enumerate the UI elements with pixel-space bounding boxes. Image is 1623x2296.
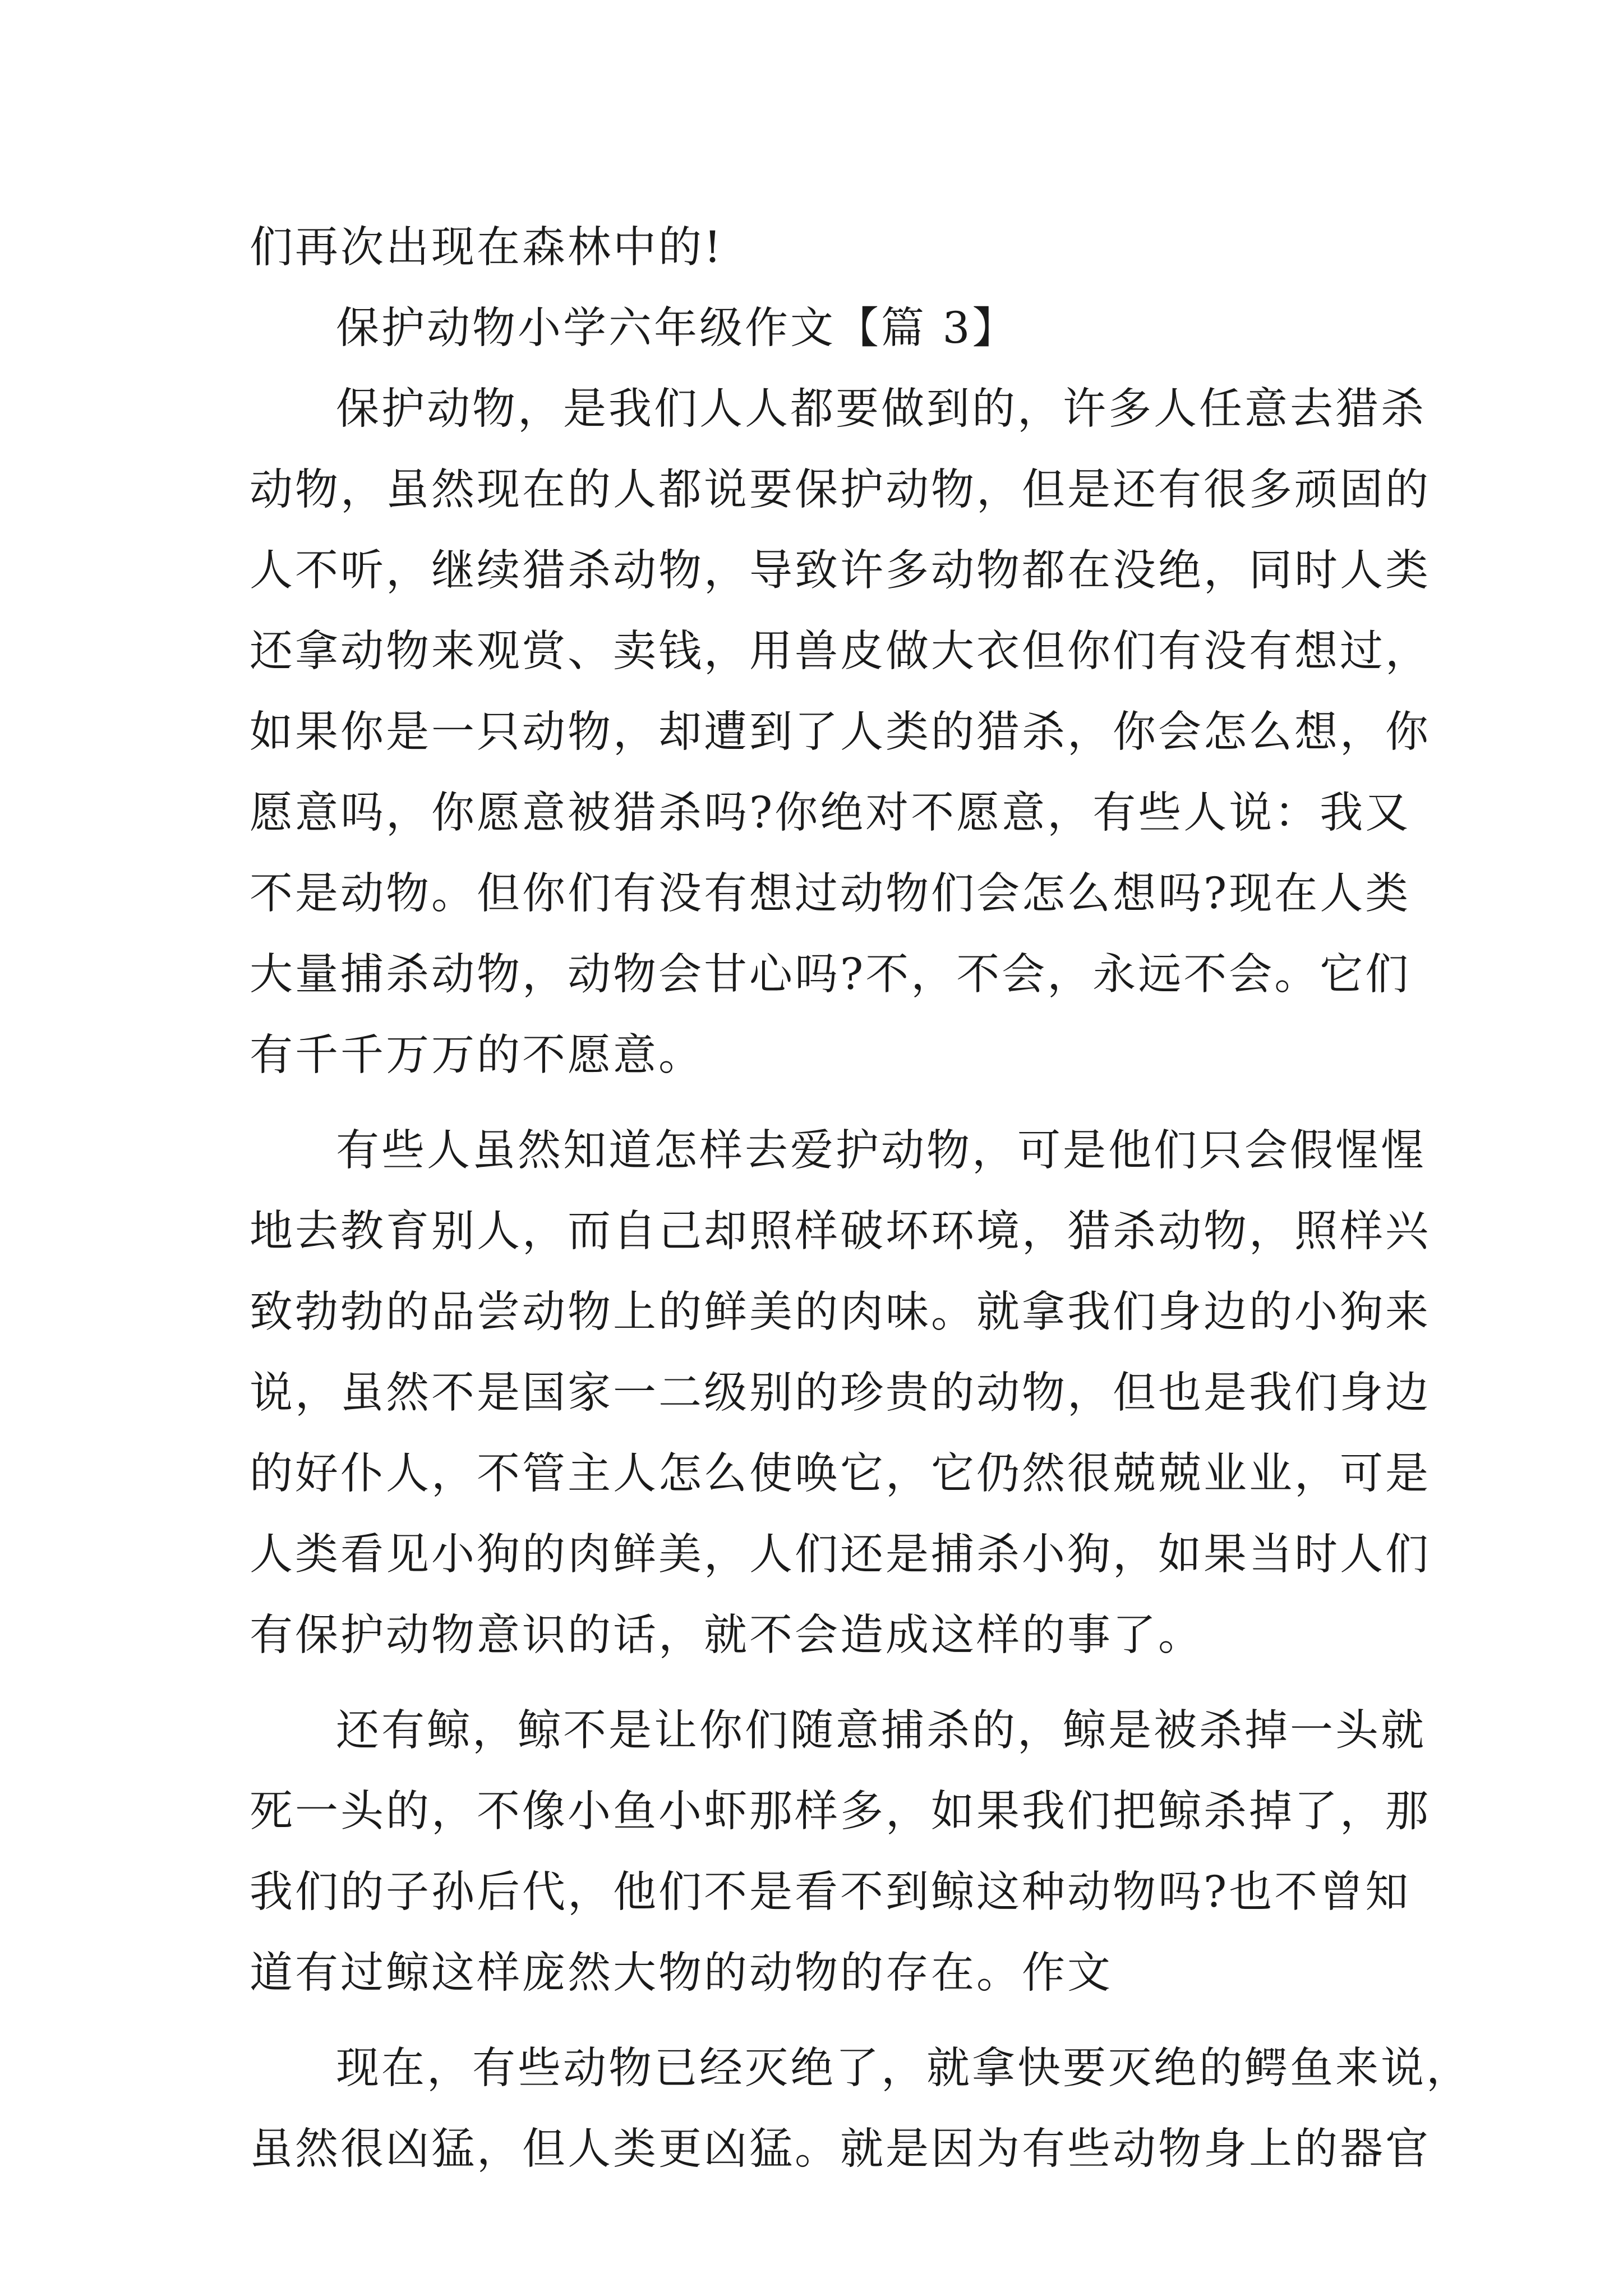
text-line: 们再次出现在森林中的! bbox=[250, 223, 723, 273]
text-line: 保护动物，是我们人人都要做到的，许多人任意去猎杀 bbox=[336, 384, 1426, 434]
text-line: 如果你是一只动物，却遭到了人类的猎杀，你会怎么想，你 bbox=[250, 707, 1431, 757]
paragraph-gap bbox=[250, 1676, 1377, 1691]
paragraph-gap bbox=[250, 1096, 1377, 1111]
text-line: 现在，有些动物已经灭绝了，就拿快要灭绝的鳄鱼来说， bbox=[336, 2044, 1472, 2093]
text-line: 不是动物。但你们有没有想过动物们会怎么想吗?现在人类 bbox=[250, 869, 1411, 919]
text-line: 动物，虽然现在的人都说要保护动物，但是还有很多顽固的 bbox=[250, 465, 1431, 515]
text-line: 我们的子孙后代，他们不是看不到鲸这种动物吗?也不曾知 bbox=[250, 1867, 1411, 1917]
text-line: 有千千万万的不愿意。 bbox=[250, 1030, 704, 1080]
paragraph-gap bbox=[250, 2014, 1377, 2028]
text-line: 还拿动物来观赏、卖钱，用兽皮做大衣但你们有没有想过， bbox=[250, 627, 1431, 677]
section-heading: 保护动物小学六年级作文【篇 3】 bbox=[336, 303, 1018, 353]
essay-body bbox=[250, 208, 1472, 2190]
text-line: 人类看见小狗的肉鲜美，人们还是捕杀小狗，如果当时人们 bbox=[250, 1530, 1431, 1580]
text-line: 大量捕杀动物，动物会甘心吗?不，不会，永远不会。它们 bbox=[250, 950, 1411, 1000]
text-line: 死一头的，不像小鱼小虾那样多，如果我们把鲸杀掉了，那 bbox=[250, 1787, 1431, 1837]
text-line: 还有鲸，鲸不是让你们随意捕杀的，鲸是被杀掉一头就 bbox=[336, 1706, 1426, 1756]
text-line: 说，虽然不是国家一二级别的珍贵的动物，但也是我们身边 bbox=[250, 1368, 1431, 1418]
text-line: 虽然很凶猛，但人类更凶猛。就是因为有些动物身上的器官 bbox=[250, 2124, 1431, 2174]
text-line: 道有过鲸这样庞然大物的动物的存在。作文 bbox=[250, 1948, 1113, 1998]
text-line: 有保护动物意识的话，就不会造成这样的事了。 bbox=[250, 1611, 1204, 1660]
text-line: 地去教育别人，而自己却照样破坏环境，猎杀动物，照样兴 bbox=[250, 1207, 1431, 1257]
text-line: 致勃勃的品尝动物上的鲜美的肉味。就拿我们身边的小狗来 bbox=[250, 1287, 1431, 1337]
text-line: 的好仆人，不管主人怎么使唤它，它仍然很兢兢业业，可是 bbox=[250, 1449, 1431, 1499]
text-line: 愿意吗，你愿意被猎杀吗?你绝对不愿意，有些人说：我又 bbox=[250, 788, 1411, 838]
text-line: 有些人虽然知道怎样去爱护动物，可是他们只会假惺惺 bbox=[336, 1126, 1426, 1176]
text-line: 人不听，继续猎杀动物，导致许多动物都在没绝，同时人类 bbox=[250, 546, 1431, 596]
